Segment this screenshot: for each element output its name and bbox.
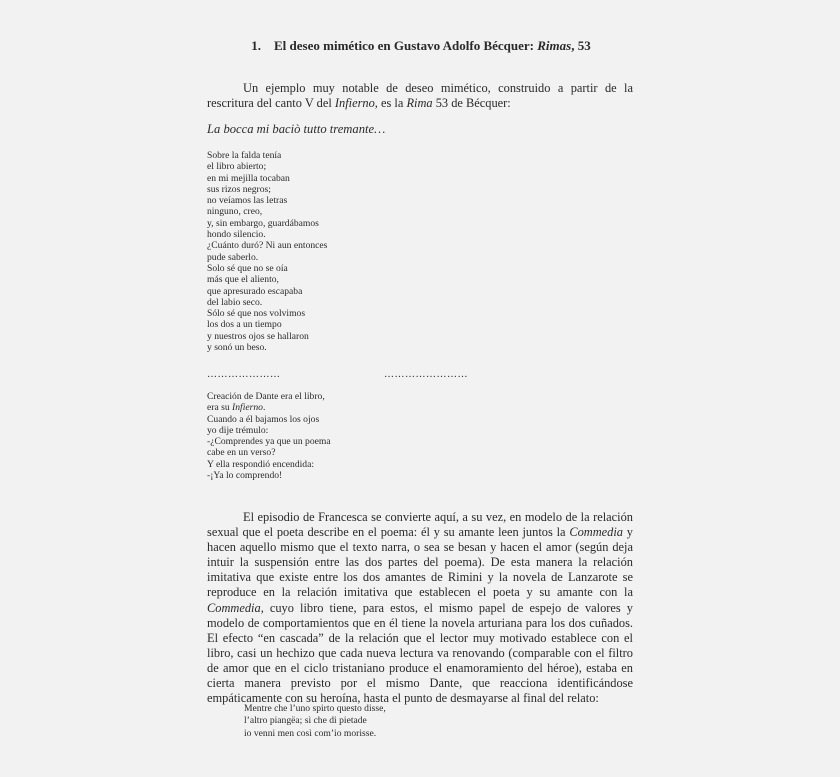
poem-line: cabe en un verso? xyxy=(207,447,276,459)
poem-line: -¿Comprendes ya que un poema xyxy=(207,436,331,448)
poem-line: sus rizos negros; xyxy=(207,183,271,195)
section-title: El deseo mimético en Gustavo Adolfo Bécquer: xyxy=(274,38,534,53)
poem-line: Y ella respondió encendida: xyxy=(207,458,315,470)
poem-line: -¡Ya lo comprendo! xyxy=(207,470,283,482)
poem-line-part: . xyxy=(262,402,266,414)
poem-line: Solo sé que no se oía xyxy=(207,262,288,274)
poem-line: yo dije trémulo: xyxy=(207,424,269,436)
body-commedia-1: Commedia xyxy=(569,525,624,540)
poem-line: ¿Cuánto duró? Ni aun entonces xyxy=(207,240,328,252)
poem-line: y sonó un beso. xyxy=(207,342,267,354)
poem-line: ninguno, creo, xyxy=(207,206,263,218)
poem-line: pude saberlo. xyxy=(207,251,259,263)
poem-inferno: Infierno xyxy=(232,402,263,414)
poem-line: el libro abierto; xyxy=(207,161,267,173)
section-heading xyxy=(207,38,635,54)
intro-inferno: Infierno xyxy=(334,96,375,111)
poem-stanza-2 xyxy=(207,391,331,481)
section-title-italic: Rimas xyxy=(537,38,572,53)
section-title-suffix: , 53 xyxy=(571,38,591,53)
poem-line: que apresurado escapaba xyxy=(207,285,303,297)
poem-line: los dos a un tiempo xyxy=(207,319,282,331)
poem-line: Cuando a él bajamos los ojos xyxy=(207,413,320,425)
intro-paragraph xyxy=(207,81,633,111)
poem-line: en mi mejilla tocaban xyxy=(207,172,290,184)
quote-line: Mentre che l’uno spirto questo disse, xyxy=(244,703,386,714)
poem-line: y, sin embargo, guardábamos xyxy=(207,217,319,229)
ellipsis-left: ………………… xyxy=(207,369,281,380)
poem-line: más que el aliento, xyxy=(207,274,279,286)
body-paragraph xyxy=(207,510,633,706)
quote-line: l’altro piangëa; sì che di pietade xyxy=(244,715,367,727)
intro-text-3: 53 de Bécquer: xyxy=(432,96,511,111)
poem-line xyxy=(207,402,331,413)
poem-line: Creación de Dante era el libro, xyxy=(207,391,325,402)
poem-line: hondo silencio. xyxy=(207,229,266,241)
body-commedia-2: Commedia xyxy=(207,600,261,615)
ellipsis-right: …………………… xyxy=(384,369,468,380)
section-number: 1. xyxy=(251,38,262,53)
poem-line: y nuestros ojos se hallaron xyxy=(207,330,309,342)
body-text-2: y hacen aquello mismo que el texto narra, o sea se besan y hacen el amor (según deja intuir la suspensión entre las dos partes del poema). De esta manera la relación imitativa que existe entre los dos amantes de Rimini y la novela de Lanzarote se reproduce en la relación imitativa que establecen el poeta y su amante con la xyxy=(207,525,633,600)
dante-quote xyxy=(244,703,386,740)
poem-line: no veíamos las letras xyxy=(207,195,288,207)
epigraph: La bocca mi baciò tutto tremante… xyxy=(207,122,386,136)
body-text-3: , cuyo libro tiene, para estos, el mismo papel de espejo de valores y modelo de comportamientos que en él tiene la novela arturiana para los dos cuñados. El efecto “en cascada” de la relación que el lector muy motivado establece con el libro, casi un hechizo que cada nueva lectura va renovando (comparable con el filtro de amor que en el ciclo tristaniano produce el enamoramiento del héroe), estaba en cierta manera previsto por el mismo Dante, que reacciona identificándose empáticamente con su heroína, hasta el punto de desmayarse al final del relato: xyxy=(207,600,633,706)
quote-line: io venni men così com’io morisse. xyxy=(244,727,377,739)
poem-line: Sólo sé que nos volvimos xyxy=(207,308,306,320)
intro-text-2: , es la xyxy=(374,96,407,111)
intro-text-1: Un ejemplo muy notable de deseo mimético, construido a partir de la rescritura del canto V del xyxy=(207,81,633,111)
intro-rima: Rima xyxy=(406,96,433,111)
poem-line: del labio seco. xyxy=(207,296,263,308)
body-text-1: El episodio de Francesca se convierte aquí, a su vez, en modelo de la relación sexual que el poeta describe en el poema: él y su amante leen juntos la xyxy=(207,510,633,540)
poem-line-part: era su xyxy=(207,402,233,414)
poem-line: Sobre la falda tenía xyxy=(207,150,282,161)
poem-stanza-1 xyxy=(207,150,327,353)
